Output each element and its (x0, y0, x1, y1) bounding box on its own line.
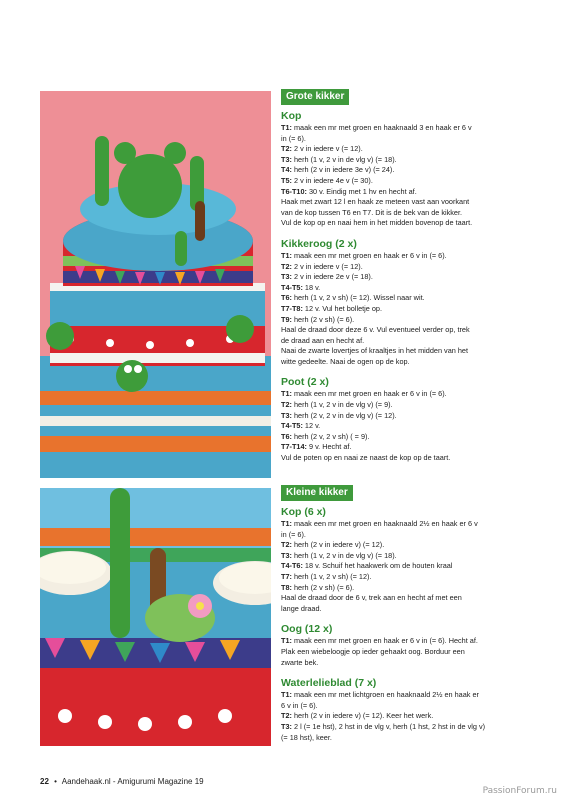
instruction-line (281, 722, 519, 733)
instruction-text: herh (2 v in iedere 3e v) (= 24). (291, 165, 395, 175)
round-label: T9: (281, 314, 292, 324)
instruction-text: 12 v. Vul het bolletje op. (302, 303, 383, 313)
photo-cake-detail (40, 488, 271, 746)
instruction-line (281, 251, 519, 262)
round-label: T2: (281, 144, 292, 154)
instruction-line (281, 400, 519, 411)
footer-separator: - (110, 777, 118, 786)
round-label: T6: (281, 431, 292, 441)
instruction-line (281, 411, 519, 422)
instruction-text: herh (1 v, 2 v in de vlg v) (= 18). (291, 154, 397, 164)
instruction-text: zwarte bek. (281, 657, 319, 667)
instruction-text: herh (2 v in iedere v) (= 12). Keer het werk. (291, 711, 434, 721)
instruction-text: herh (1 v, 2 v sh) (= 12). (291, 571, 372, 581)
round-label: T1: (281, 519, 292, 528)
round-label: T3: (281, 154, 292, 164)
page-footer (40, 777, 204, 786)
instruction-text: Plak een wiebeloogje op ieder gehaakt oog. Borduur een (281, 646, 465, 656)
photo-frog-cake (40, 91, 271, 478)
instruction-text: herh (2 v sh) (= 6). (291, 314, 355, 324)
instruction-text: 30 v. Eindig met 1 hv en hecht af. (306, 186, 417, 196)
instruction-text: maak een mr met groen en haak er 6 v in (= 6). (291, 250, 447, 260)
round-label: T2: (281, 711, 292, 721)
round-label: T4-T6: (281, 561, 303, 571)
instructions-waterlelieblad (281, 690, 519, 743)
instruction-text: 9 v. Hecht af. (306, 442, 352, 452)
instruction-text: Haal de draad door de 6 v, trek aan en hecht af met een (281, 593, 462, 603)
watermark: PassionForum.ru (482, 786, 557, 796)
instruction-text: maak een mr met groen en haaknaald 3 en haak er 6 v (291, 123, 472, 132)
pattern-column-kleine (281, 482, 519, 743)
instruction-text: 18 v. (302, 282, 321, 292)
instruction-text: 2 v in iedere 2e v (= 18). (291, 272, 373, 282)
instructions-kikkeroog (281, 251, 519, 368)
footer-site: Aandehaak.nl (61, 777, 111, 786)
instruction-line (281, 208, 519, 219)
instruction-text: herh (2 v in iedere v) (= 12). (291, 540, 385, 550)
instruction-text: herh (2 v sh) (= 6). (291, 582, 355, 592)
instruction-text: Haak met zwart 12 l en haak ze meteen vast aan voorkant (281, 197, 470, 207)
instruction-text: Naai de zwarte lovertjes of kraaltjes in het midden van het (281, 346, 468, 356)
instruction-line (281, 658, 519, 669)
instruction-line (281, 583, 519, 594)
instruction-line (281, 604, 519, 615)
instruction-line (281, 551, 519, 562)
footer-magazine: Amigurumi Magazine 19 (117, 777, 204, 786)
instruction-line (281, 647, 519, 658)
instruction-text: 2 v in iedere v (= 12). (291, 261, 363, 271)
instruction-text: lange draad. (281, 603, 322, 613)
instruction-text: maak een mr met lichtgroen en haaknaald 2½ en haak er (291, 690, 479, 700)
instruction-line (281, 325, 519, 336)
round-label: T4-T5: (281, 421, 303, 431)
round-label: T7: (281, 571, 292, 581)
section-banner-grote-kikker: Grote kikker (281, 89, 349, 105)
round-label: T4: (281, 165, 292, 175)
instruction-line (281, 218, 519, 229)
instruction-line (281, 176, 519, 187)
instruction-text: herh (2 v, 2 v in de vlg v) (= 12). (291, 410, 397, 420)
instruction-text: maak een mr met groen en haaknaald 2½ en haak er 6 v (291, 519, 478, 528)
instruction-line (281, 636, 519, 647)
instruction-line (281, 123, 519, 134)
instruction-line (281, 711, 519, 722)
round-label: T1: (281, 389, 292, 399)
instruction-line (281, 690, 519, 701)
instruction-line (281, 540, 519, 551)
instruction-line (281, 293, 519, 304)
round-label: T3: (281, 410, 292, 420)
footer-bullet: • (54, 777, 57, 786)
round-label: T7-T14: (281, 442, 307, 452)
instruction-text: 18 v. Schuif het haakwerk om de houten kraal (302, 561, 453, 571)
instruction-line (281, 304, 519, 315)
instruction-line (281, 453, 519, 464)
round-label: T4-T5: (281, 282, 303, 292)
heading-kop: Kop (281, 110, 302, 122)
instruction-text: 2 v in iedere 4e v (= 30). (291, 175, 373, 185)
instruction-line (281, 187, 519, 198)
round-label: T1: (281, 636, 292, 646)
instruction-line (281, 272, 519, 283)
round-label: T3: (281, 272, 292, 282)
instruction-line (281, 315, 519, 326)
instruction-line (281, 134, 519, 145)
heading-poot: Poot (2 x) (281, 376, 329, 389)
instruction-text: de draad aan en hecht af. (281, 335, 365, 345)
instruction-text: (= 18 hst), keer. (281, 732, 332, 742)
instruction-text: maak een mr met groen en haak er 6 v in (= 6). (291, 389, 447, 399)
round-label: T8: (281, 582, 292, 592)
instruction-text: Haal de draad door deze 6 v. Vul eventueel verder op, trek (281, 325, 470, 335)
instruction-line (281, 572, 519, 583)
round-label: T1: (281, 123, 292, 132)
instruction-text: herh (2 v, 2 v sh) ( = 9). (291, 431, 370, 441)
instruction-text: 2 v in iedere v (= 12). (291, 144, 363, 154)
instructions-oog-12x (281, 636, 519, 668)
round-label: T6: (281, 293, 292, 303)
instructions-poot (281, 389, 519, 463)
instruction-line (281, 283, 519, 294)
instruction-text: van de kop tussen T6 en T7. Dit is de bek van de kikker. (281, 207, 463, 217)
instruction-line (281, 733, 519, 744)
pattern-column (281, 86, 519, 464)
instruction-line (281, 432, 519, 443)
round-label: T7-T8: (281, 303, 303, 313)
instruction-text: herh (1 v, 2 v in de vlg v) (= 9). (291, 400, 393, 410)
instruction-text: Vul de poten op en naai ze naast de kop op de taart. (281, 453, 451, 463)
instruction-line (281, 346, 519, 357)
instruction-text: maak een mr met groen en haak er 6 v in (= 6). Hecht af. (291, 636, 478, 646)
instruction-line (281, 593, 519, 604)
round-label: T2: (281, 540, 292, 550)
instruction-text: Vul de kop op en naai hem in het midden bovenop de taart. (281, 218, 473, 228)
instruction-text: 6 v in (= 6). (281, 700, 318, 710)
instruction-text: 2 l (= 1e hst), 2 hst in de vlg v, herh (1 hst, 2 hst in de vlg v) (291, 721, 486, 731)
heading-oog-12x: Oog (12 x) (281, 623, 333, 636)
heading-waterlelieblad: Waterlelieblad (7 x) (281, 677, 377, 690)
round-label: T1: (281, 690, 292, 700)
instruction-line (281, 197, 519, 208)
round-label: T5: (281, 175, 292, 185)
instruction-line (281, 561, 519, 572)
instruction-text: herh (1 v, 2 v in de vlg v) (= 18). (291, 550, 397, 560)
page-number: 22 (40, 777, 49, 786)
instruction-line (281, 262, 519, 273)
instruction-line (281, 336, 519, 347)
instruction-line (281, 421, 519, 432)
instruction-line (281, 389, 519, 400)
instruction-line (281, 155, 519, 166)
round-label: T2: (281, 261, 292, 271)
instruction-text: 12 v. (302, 421, 321, 431)
round-label: T6-T10: (281, 186, 307, 196)
heading-kikkeroog: Kikkeroog (2 x) (281, 237, 357, 250)
instruction-line (281, 442, 519, 453)
instruction-line (281, 701, 519, 712)
instruction-text: in (= 6). (281, 529, 306, 539)
instruction-line (281, 519, 519, 530)
instruction-text: herh (1 v, 2 v sh) (= 12). Wissel naar wit. (291, 293, 425, 303)
instruction-text: witte gedeelte. Naai de ogen op de kop. (281, 356, 410, 366)
instruction-line (281, 357, 519, 368)
section-banner-kleine-kikker: Kleine kikker (281, 485, 353, 501)
round-label: T2: (281, 400, 292, 410)
instruction-text: in (= 6). (281, 133, 306, 143)
round-label: T1: (281, 250, 292, 260)
instructions-kop (281, 123, 519, 229)
instruction-line (281, 144, 519, 155)
round-label: T3: (281, 721, 292, 731)
instruction-line (281, 530, 519, 541)
instruction-line (281, 165, 519, 176)
round-label: T3: (281, 550, 292, 560)
heading-kop-6x: Kop (6 x) (281, 506, 326, 518)
instructions-kop-6x (281, 519, 519, 614)
